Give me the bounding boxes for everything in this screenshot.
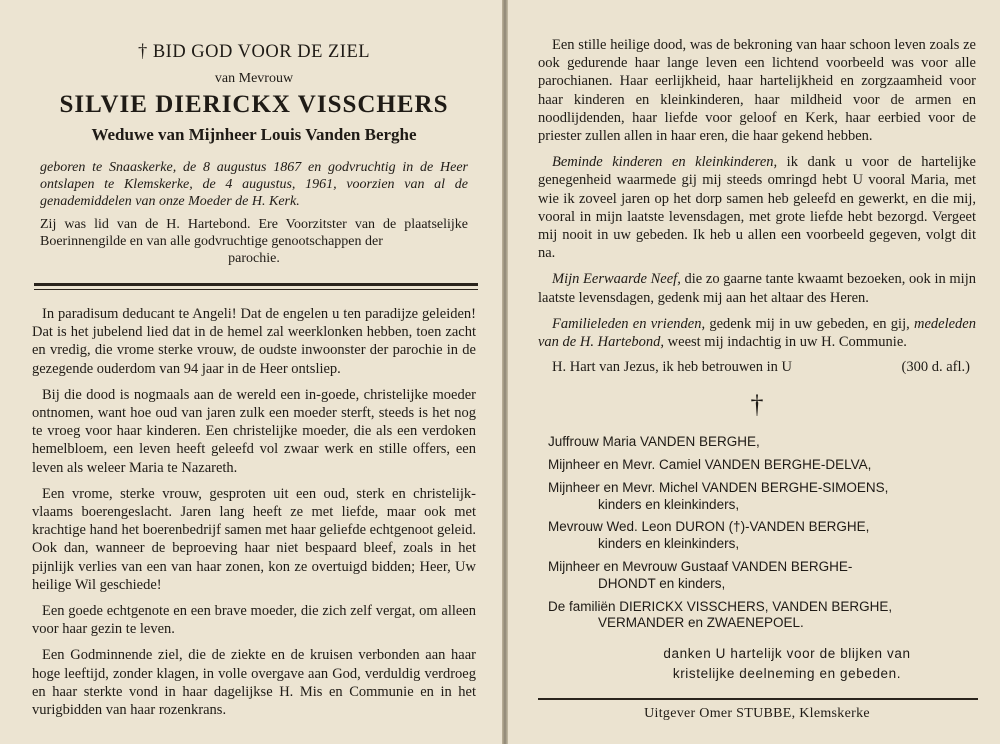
family-entry (548, 480, 976, 514)
thanks-text (598, 644, 976, 684)
paragraph-text: weest mij indachtig in uw H. Communie. (664, 334, 907, 351)
paragraph (538, 270, 976, 306)
birth-death-text: geboren te Snaaskerke, de 8 augustus 1867 en godvruchtig in de Heer ontslapen te Klemskerke, de 4 augustus, 1961, voorzien van al de genademiddelen van onze Moeder de H. Kerk. (40, 160, 468, 209)
paragraph-text: die zo gaarne tante kwaamt bezoeken, ook in mijn laatste levensdagen, gedenk mij aan het altaar des Heren. (538, 271, 976, 306)
paragraph: Bij die dood is nogmaals aan de wereld een in-goede, christelijke moeder ontnomen, want hoe oud van jaren zulk een moeder sterft, steeds is het nog te vroeg voor haar kinderen. Een christelijke moeder, die als een verdoken hemelbloem, een leven heeft geleefd vol zwaar werk en stille offers, een leven als weleer Maria te Nazareth. (32, 386, 476, 476)
family-line: Mevrouw Wed. Leon DURON (†)-VANDEN BERGHE, (548, 519, 870, 535)
family-entry (548, 457, 976, 474)
cross-icon: † (750, 390, 764, 420)
widow-line: Weduwe van Mijnheer Louis Vanden Berghe (91, 125, 417, 144)
van-mevrouw: van Mevrouw (214, 71, 294, 86)
family-entry (548, 519, 976, 553)
family-line: Juffrouw Maria VANDEN BERGHE, (548, 434, 760, 450)
family-entry (548, 559, 976, 593)
paragraph: In paradisum deducant te Angeli! Dat de engelen u ten paradijze geleiden! Dat is het jubelend lied dat in de hemel zal weerklonken hebben, toen zacht en vredig, die vrome sterke vrouw, de oudste inwoonster der parochie in de gezegende ouderdom van 94 jaar in de Heer ontsliep. (32, 306, 476, 377)
paragraph: Een Godminnende ziel, die de ziekte en de kruisen verbonden aan haar hoge leeftijd, zonder klagen, in volle overgave aan God, verduldig verdroeg en haar sterkte vond in haar dagelijkse H. Mis en Communie en in het vurigbidden van haar rozenkrans. (32, 647, 476, 719)
address-nephew: Mijn Eerwaarde Neef, (552, 271, 681, 288)
membership-end: parochie. (228, 251, 280, 266)
family-line: Mijnheer en Mevrouw Gustaaf VANDEN BERGHE- (548, 559, 853, 575)
paragraph: Een vrome, sterke vrouw, gesproten uit een oud, sterk en christelijk-vlaams boerengeslacht. Jaren lang heeft ze met liefde, maar ook met krachtige hand het boerenbedrijf samen met haar geliefde echtgenoot geleid. Ook dan, wanneer de beproeving haar niet bespaard bleef, zoals in het pijnlijk verlies van een van haar zonen, kon ze overtuigd bidden; Heer, Uw heilige Wil geschiede! (32, 485, 476, 593)
right-page (508, 0, 1000, 744)
paragraph: Een goede echtgenote en een brave moeder, die zich zelf vergat, om alleen voor haar gezin te leven. (32, 603, 476, 638)
family-sub: VERMANDER en ZWAENEPOEL. (598, 615, 804, 631)
closing-prayer (552, 359, 970, 376)
divider-rule (34, 283, 478, 289)
family-list (548, 434, 976, 632)
family-sub: DHONDT en kinders, (598, 575, 726, 591)
family-line: De familiën DIERICKX VISSCHERS, VANDEN BERGHE, (548, 598, 893, 614)
paragraph: Een stille heilige dood, was de bekroning van haar schoon leven zoals ze ook gedurende haar lange leven een lichtend voorbeeld was voor alle parochianen. Haar eerlijkheid, haar hartelijkheid en zorgzaamheid voor haar kinderen en kleinkinderen, haar mildheid voor de armen en noodlijdenden, haar liefde voor geloof en Kerk, haar eerbied voor de priester zullen allen in haar eren, die haar gekend hebben. (538, 37, 976, 145)
family-sub: kinders en kleinkinders, (598, 536, 740, 552)
divider-rule (538, 698, 978, 700)
paragraph-text: gedenk mij in uw gebeden, en gij, (705, 315, 914, 332)
family-sub: kinders en kleinkinders, (598, 496, 740, 512)
family-line: Mijnheer en Mevr. Camiel VANDEN BERGHE-DELVA, (548, 457, 872, 473)
family-entry (548, 599, 976, 633)
deceased-name: SILVIE DIERICKX VISSCHERS (59, 91, 449, 118)
thanks-line: kristelijke deelneming en gebeden. (672, 666, 902, 682)
address-family: Familieleden en vrienden, (552, 315, 706, 332)
indulgence-note: (300 d. afl.) (901, 359, 970, 376)
address-members: medeleden van de H. Hartebond, (538, 315, 976, 351)
paragraph-text: ik dank u voor de hartelijke genegenheid waarmede gij mij steeds omringd hebt U vooral Maria, met wie ik zoveel jaren op het dorp samen heb geleefd en gewerkt, en die mij, vooral in mijn laatste levensdagen, met grote liefde hebt bezorgd. Vergeet mij nooit in uw gebeden. Ik heb u allen een voorbeeld gegeven, volgt dit na. (538, 154, 976, 262)
family-line: Mijnheer en Mevr. Michel VANDEN BERGHE-SIMOENS, (548, 479, 889, 495)
family-entry (548, 434, 976, 451)
prayer-heading: † BID GOD VOOR DE ZIEL (137, 42, 371, 62)
membership-text (40, 216, 468, 267)
thanks-line: danken U hartelijk voor de blijken van (663, 646, 911, 662)
membership-body: Zij was lid van de H. Hartebond. Ere Voorzitster van de plaatselijke Boerinnengilde en van alle godvruchtige genootschappen der (40, 217, 468, 249)
address-children: Beminde kinderen en kleinkinderen, (552, 154, 778, 171)
publisher-line: Uitgever Omer STUBBE, Klemskerke (644, 706, 870, 722)
closing-prayer-text: H. Hart van Jezus, ik heb betrouwen in U (552, 359, 792, 376)
paragraph (538, 315, 976, 351)
paragraph (538, 153, 976, 262)
